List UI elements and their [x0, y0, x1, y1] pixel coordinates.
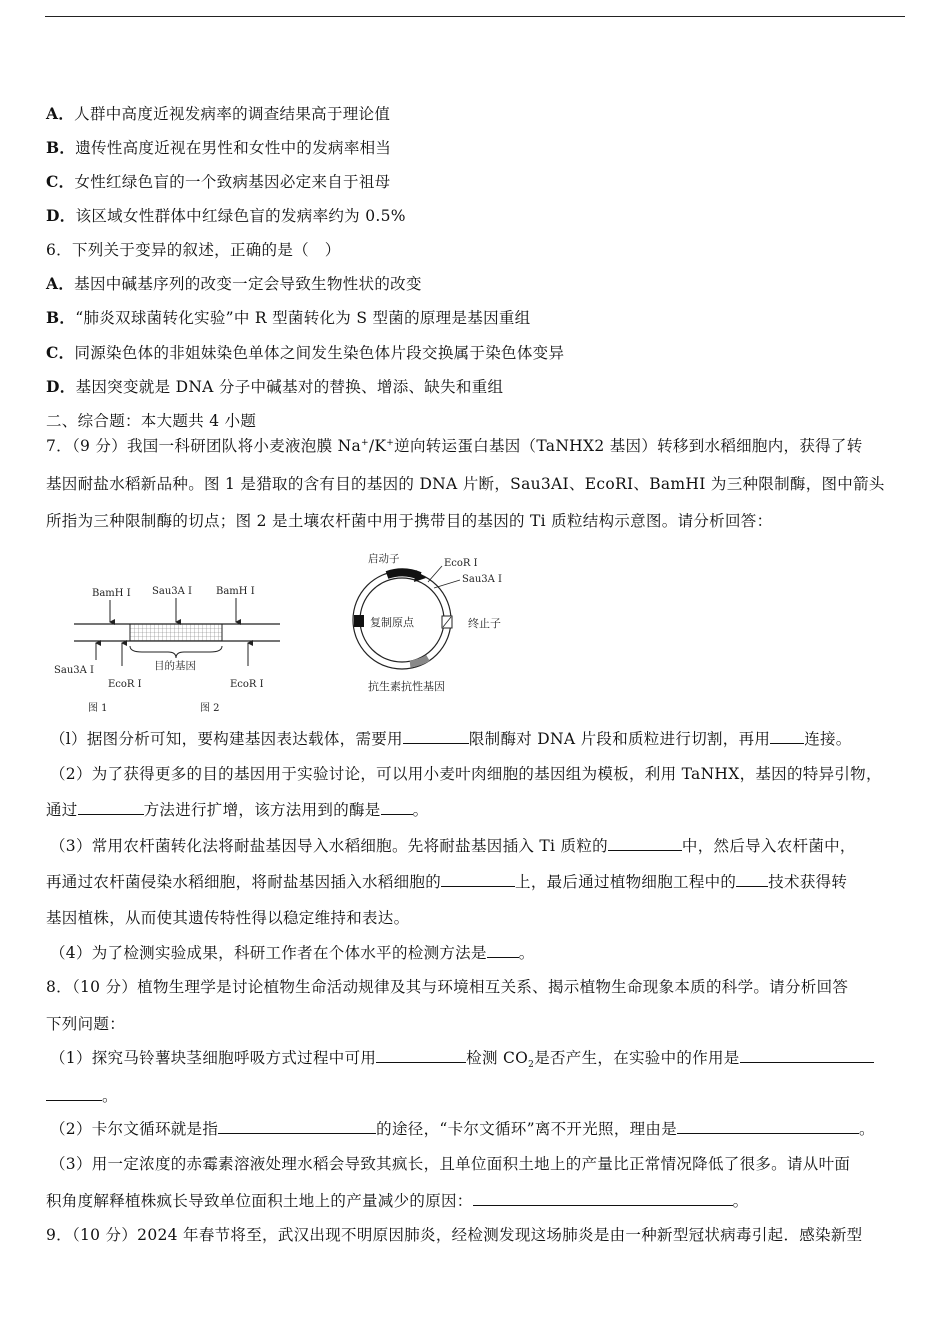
- label-sau3a-plasmid: Sau3A I: [462, 574, 502, 585]
- q6-option-d: D．基因突变就是 DNA 分子中碱基对的替换、增添、缺失和重组: [46, 377, 504, 396]
- q7-line-3: 所指为三种限制酶的切点；图 2 是土壤农杆菌中用于携带目的基因的 Ti 质粒结构示意图。请分析回答：: [46, 512, 773, 530]
- q7-part-3-line-2: 再通过农杆菌侵染水稻细胞，将耐盐基因插入水稻细胞的 上，最后通过植物细胞工程中的 技术获得转: [46, 873, 848, 891]
- q5-option-b: B．遗传性高度近视在男性和女性中的发病率相当: [46, 138, 392, 157]
- q7-part-3-line-1: （3）常用农杆菌转化法将耐盐基因导入水稻细胞。先将耐盐基因插入 Ti 质粒的 中，然后导入农杆菌中，: [50, 837, 856, 855]
- q5-option-a: A．人群中高度近视发病率的调查结果高于理论值: [46, 104, 391, 123]
- q5-option-c: C．女性红绿色盲的一个致病基因必定来自于祖母: [46, 172, 391, 191]
- figure-2-ti-plasmid: [353, 552, 502, 693]
- label-resistance-gene: 抗生素抗性基因: [368, 680, 445, 693]
- section-heading: 二、综合题：本大题共 4 小题: [46, 412, 257, 430]
- q6-option-a: A．基因中碱基序列的改变一定会导致生物性状的改变: [46, 274, 422, 293]
- q8-part-2: （2）卡尔文循环就是指 的途径，“卡尔文循环”离不开光照，理由是 。: [50, 1120, 875, 1138]
- label-sau3a-top: Sau3A I: [152, 586, 192, 597]
- header-rule: [45, 16, 905, 17]
- q8-part-3-line-2: 积角度解释植株疯长导致单位面积土地上的产量减少的原因： 。: [46, 1192, 749, 1210]
- ori-segment: [354, 615, 364, 627]
- q8-part-1-line-1: （1）探究马铃薯块茎细胞呼吸方式过程中可用 检测 $CO_2$是否产生，在实验中的作用是: [50, 1046, 874, 1070]
- q7-line-1: 7．（9 分）我国一科研团队将小麦液泡膜 Na+/K+逆向转运蛋白基因（TaNHX2 基因）转移到水稻细胞内，获得了转: [46, 437, 863, 455]
- q7-part-2-line-2: 通过 方法进行扩增，该方法用到的酶是 。: [46, 801, 429, 819]
- q5-option-d: D．该区域女性群体中红绿色盲的发病率约为 0.5%: [46, 206, 406, 225]
- q6-option-c: C．同源染色体的非姐妹染色单体之间发生染色体片段交换属于染色体变异: [46, 343, 565, 362]
- label-target-gene: 目的基因: [154, 660, 196, 672]
- label-ecor1-left: EcoR I: [108, 679, 142, 690]
- q7-line-2: 基因耐盐水稻新品种。图 1 是猎取的含有目的基因的 DNA 片断，Sau3AI、EcoRI、BamHI 为三种限制酶，图中箭头: [46, 475, 885, 493]
- figure-1-caption: 图 1: [88, 703, 108, 714]
- q8-line-2: 下列问题：: [46, 1015, 126, 1033]
- label-promoter: 启动子: [368, 553, 400, 565]
- label-sau3a-bottom: Sau3A I: [54, 665, 94, 676]
- q8-line-1: 8．（10 分）植物生理学是讨论植物生命活动规律及其与环境相互关系、揭示植物生命现象本质的科学。请分析回答: [46, 978, 849, 996]
- resistance-segment: [410, 658, 428, 664]
- q9-line-1: 9．（10 分）2024 年春节将至，武汉出现不明原因肺炎，经检测发现这场肺炎是由一种新型冠状病毒引起．感染新型: [46, 1226, 863, 1244]
- figure-1-dna-fragment: [54, 586, 280, 714]
- q7-figures: [50, 548, 520, 718]
- q7-part-4: （4）为了检测实验成果，科研工作者在个体水平的检测方法是 。: [50, 944, 535, 962]
- label-ecor1-right: EcoR I: [230, 679, 264, 690]
- q6-option-b: B．“肺炎双球菌转化实验”中 R 型菌转化为 S 型菌的原理是基因重组: [46, 308, 531, 327]
- q7-part-1: （l）据图分析可知，要构建基因表达载体，需要用 限制酶对 DNA 片段和质粒进行切割，再用 连接。: [50, 730, 852, 748]
- q7-part-3-line-3: 基因植株，从而使其遗传特性得以稳定维持和表达。: [46, 909, 410, 927]
- label-bamh1-right: BamH I: [216, 586, 255, 597]
- gene-bracket: [130, 646, 222, 658]
- label-ecor1-plasmid: EcoR I: [444, 558, 478, 569]
- label-bamh1-left: BamH I: [92, 588, 131, 599]
- figure-2-caption: 图 2: [200, 703, 220, 714]
- q8-part-3-line-1: （3）用一定浓度的赤霉素溶液处理水稻会导致其疯长，且单位面积土地上的产量比正常情况降低了很多。请从叶面: [50, 1155, 851, 1173]
- q6-stem: 6．下列关于变异的叙述，正确的是（ ）: [46, 241, 341, 259]
- label-terminator: 终止子: [468, 617, 501, 630]
- q8-part-1-line-2: 。: [46, 1084, 118, 1106]
- label-ori: 复制原点: [370, 616, 414, 629]
- q7-part-2-line-1: （2）为了获得更多的目的基因用于实验讨论，可以用小麦叶肉细胞的基因组为模板，利用 TaNHX，基因的特异引物，: [50, 765, 882, 783]
- promoter-segment: [387, 572, 420, 576]
